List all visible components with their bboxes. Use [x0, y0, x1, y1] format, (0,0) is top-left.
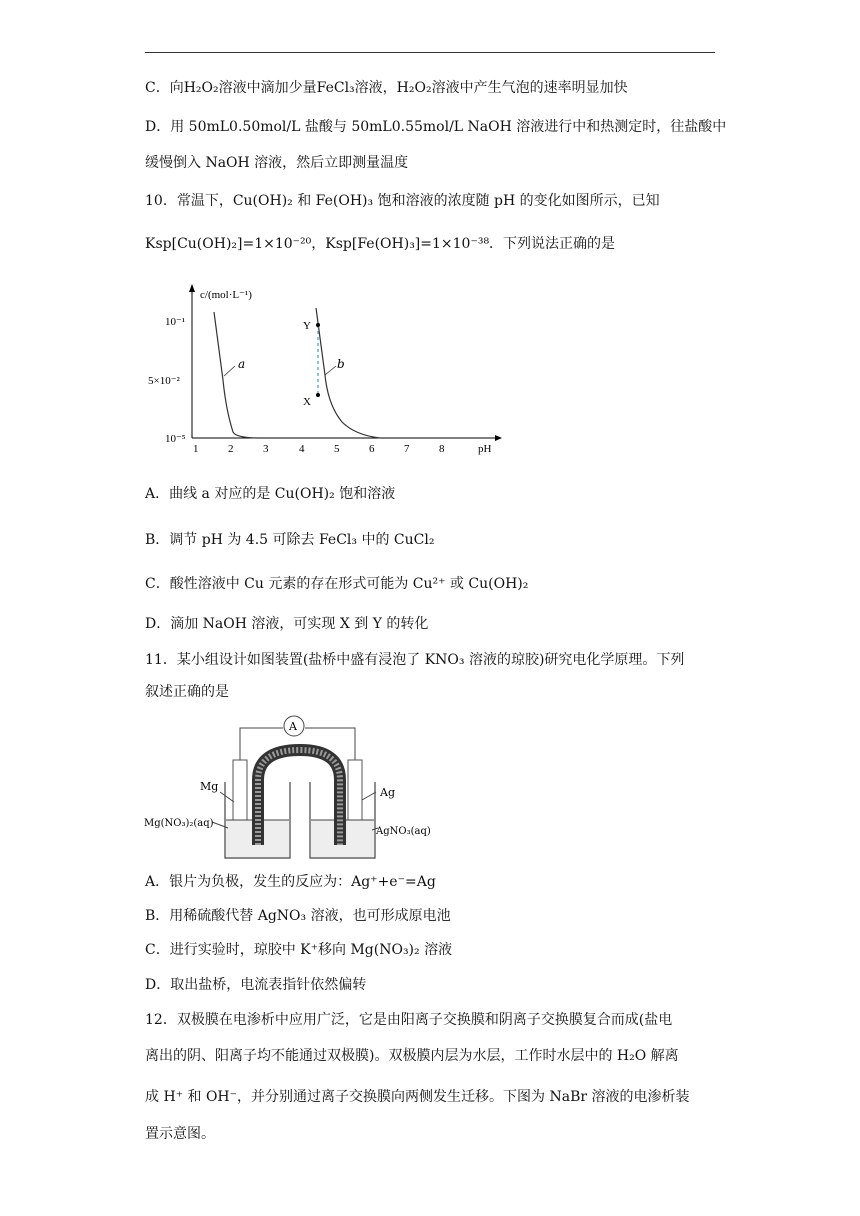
mg-solution-label: Mg(NO₃)₂(aq) [144, 818, 214, 829]
top-rule [145, 52, 715, 53]
x-tick-4: 4 [299, 443, 305, 455]
galvanic-cell-diagram [140, 710, 440, 860]
point-x [316, 393, 320, 397]
option-d-q11: D．取出盐桥，电流表指针依然偏转 [145, 977, 367, 993]
option-c-q10: C．酸性溶液中 Cu 元素的存在形式可能为 Cu²⁺ 或 Cu(OH)₂ [145, 576, 529, 592]
x-axis-arrow [495, 435, 502, 441]
y-axis-arrow [189, 284, 195, 292]
question-10-line2: Ksp[Cu(OH)₂]=1×10⁻²⁰，Ksp[Fe(OH)₃]=1×10⁻³⁸．下列说法正确的是 [145, 236, 616, 252]
ag-solution-label: AgNO₃(aq) [376, 826, 431, 837]
x-tick-7: 7 [404, 443, 410, 455]
question-12-line4: 置示意图。 [145, 1126, 215, 1142]
ammeter-label: A [289, 720, 297, 733]
ag-leader [362, 792, 376, 800]
x-tick-1: 1 [193, 443, 199, 455]
curve-b-leader [325, 366, 336, 375]
option-d-q10: D．滴加 NaOH 溶液，可实现 X 到 Y 的转化 [145, 616, 429, 632]
mg-leader [220, 792, 234, 802]
y-tick-2: 5×10⁻² [148, 375, 180, 387]
option-a-q11: A．银片为负极，发生的反应为：Ag⁺+e⁻=Ag [145, 874, 436, 890]
x-tick-8: 8 [439, 443, 445, 455]
x-tick-5: 5 [334, 443, 340, 455]
question-11-line1: 11．某小组设计如图装置(盐桥中盛有浸泡了 KNO₃ 溶液的琼胶)研究电化学原理。下列 [145, 652, 685, 668]
y-axis-label: c/(mol·L⁻¹) [200, 289, 252, 301]
y-tick-1: 10⁻¹ [165, 316, 186, 328]
option-c-q11: C．进行实验时，琼胶中 K⁺移向 Mg(NO₃)₂ 溶液 [145, 942, 453, 958]
option-a-q10: A．曲线 a 对应的是 Cu(OH)₂ 饱和溶液 [145, 486, 396, 502]
mg-label: Mg [200, 780, 219, 793]
curve-a-leader [224, 366, 235, 376]
curve-b [316, 308, 380, 438]
option-b-q10: B．调节 pH 为 4.5 可除去 FeCl₃ 中的 CuCl₂ [145, 532, 435, 548]
y-tick-3: 10⁻⁵ [165, 433, 186, 445]
question-12-line3: 成 H⁺ 和 OH⁻，并分别通过离子交换膜向两侧发生迁移。下图为 NaBr 溶液的电渗析装 [145, 1089, 690, 1105]
option-c-q9: C．向H₂O₂溶液中滴加少量FeCl₃溶液，H₂O₂溶液中产生气泡的速率明显加快 [145, 80, 628, 96]
curve-a-label: a [238, 357, 246, 371]
x-tick-2: 2 [228, 443, 234, 455]
point-y [316, 323, 320, 327]
point-x-label: X [303, 396, 311, 408]
question-12-line2: 离出的阴、阳离子均不能通过双极膜)。双极膜内层为水层，工作时水层中的 H₂O 解离 [145, 1048, 679, 1064]
question-12-line1: 12．双极膜在电渗析中应用广泛，它是由阳离子交换膜和阴离子交换膜复合而成(盐电 [145, 1012, 673, 1028]
option-d-q9-line2: 缓慢倒入 NaOH 溶液，然后立即测量温度 [145, 155, 409, 171]
question-11-line2: 叙述正确的是 [145, 684, 229, 700]
mg-solution-leader [212, 822, 228, 828]
curve-a [214, 312, 260, 438]
x-tick-6: 6 [369, 443, 375, 455]
solubility-chart [140, 280, 510, 460]
ag-label: Ag [380, 786, 395, 799]
x-axis-label: pH [478, 443, 492, 455]
option-b-q11: B．用稀硫酸代替 AgNO₃ 溶液，也可形成原电池 [145, 908, 451, 924]
point-y-label: Y [303, 320, 311, 332]
question-10-line1: 10．常温下，Cu(OH)₂ 和 Fe(OH)₃ 饱和溶液的浓度随 pH 的变化如图所示，已知 [145, 193, 660, 209]
curve-b-label: b [337, 357, 345, 371]
option-d-q9-line1: D．用 50mL0.50mol/L 盐酸与 50mL0.55mol/L NaOH 溶液进行中和热测定时，往盐酸中 [145, 119, 727, 135]
x-tick-3: 3 [263, 443, 269, 455]
